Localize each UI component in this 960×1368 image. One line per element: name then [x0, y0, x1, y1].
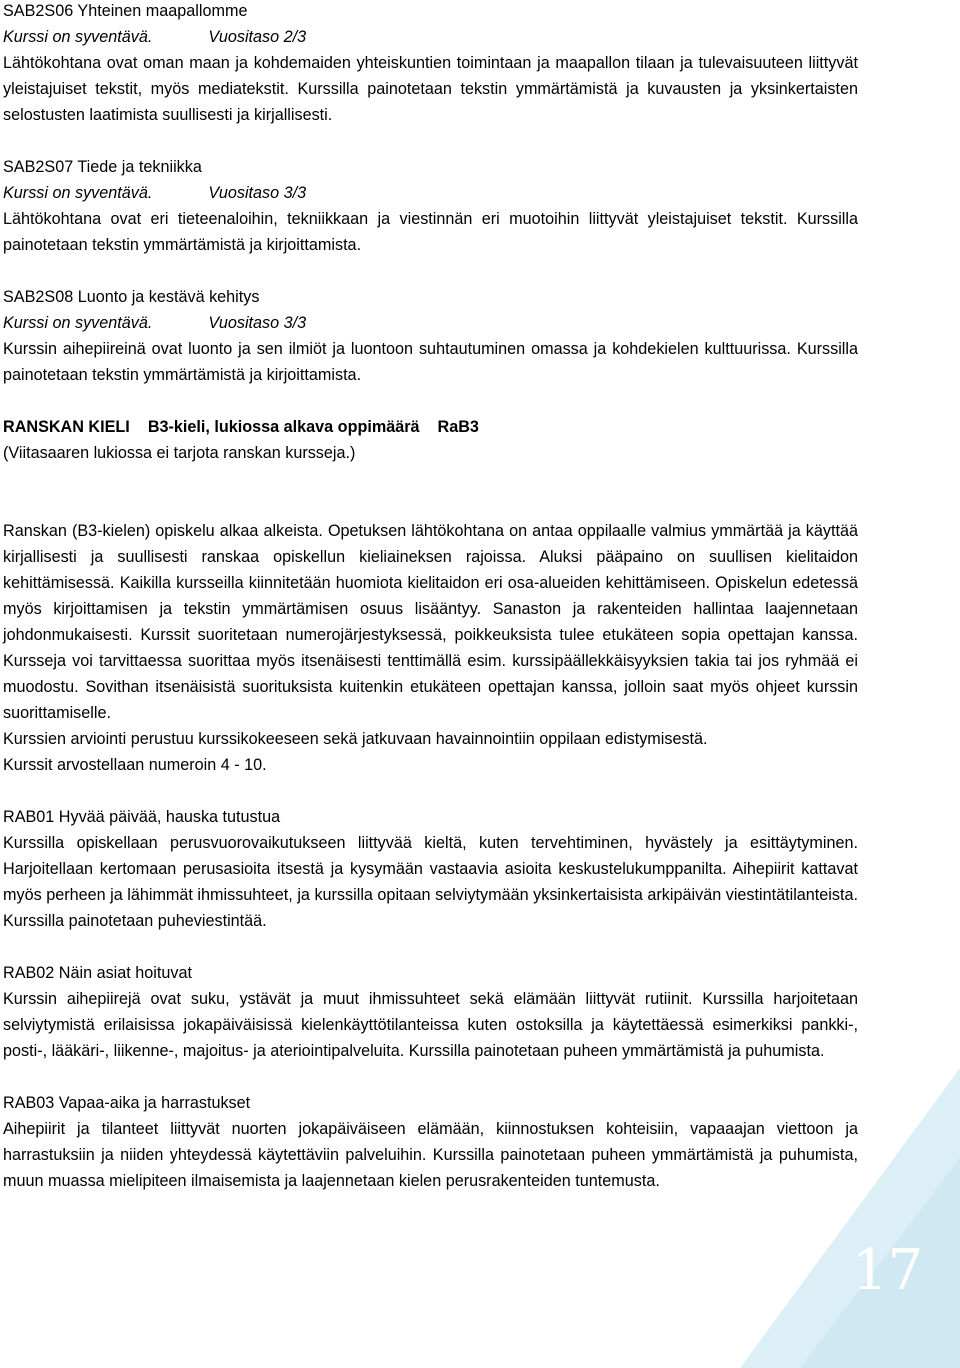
- course-description: Kurssin aihepiirejä ovat suku, ystävät ja muut ihmissuhteet sekä elämään liittyvät rutiinit. Kurssilla harjoitetaan selviytymistä erilaisissa jokapäiväisissä kielenkäyttötilanteissa kuten ostoksilla ja käytettäessä esimerkiksi pankki-, posti-, lääkäri-, liikenne-, majoitus- ja ateriointipalveluita. Kurssilla painotetaan puheen ymmärtämistä ja puhumista.: [3, 990, 858, 1060]
- section-course: [3, 1090, 858, 1194]
- block-spacer: [3, 258, 858, 284]
- course-level: Kurssi on syventävä.: [3, 28, 153, 46]
- course-description: Kurssin aihepiireinä ovat luonto ja sen ilmiöt ja luontoon suhtautuminen omassa ja kohdekielen kulttuurissa. Kurssilla painotetaan tekstin ymmärtämistä ja kirjoittamista.: [3, 340, 858, 384]
- section-course: [3, 960, 858, 1064]
- language-heading: [3, 414, 858, 440]
- section-heading: [3, 414, 858, 466]
- intro-paragraph: Kurssit arvostellaan numeroin 4 - 10.: [3, 756, 267, 774]
- course-level: Kurssi on syventävä.: [3, 314, 153, 332]
- course-title: SAB2S06 Yhteinen maapallomme: [3, 2, 248, 20]
- course-title: RAB03 Vapaa-aika ja harrastukset: [3, 1094, 251, 1112]
- heading-note: (Viitasaaren lukiossa ei tarjota ranskan kursseja.): [3, 444, 356, 462]
- document-content: [3, 0, 858, 1194]
- course-title: SAB2S08 Luonto ja kestävä kehitys: [3, 288, 260, 306]
- block-spacer: [3, 492, 858, 518]
- section-paras: [3, 492, 858, 778]
- block-spacer: [3, 1064, 858, 1090]
- intro-paragraph: Ranskan (B3-kielen) opiskelu alkaa alkeista. Opetuksen lähtökohtana on antaa oppilaalle valmius ymmärtää ja käyttää kirjallisesti ja suullisesti ranskaa opiskellun kieliaineksen rajoissa. Aluksi pääpaino on suullisen kielitaidon kehittämisessä. Kaikilla kursseilla kiinnitetään huomiota kielitaidon eri osa-alueiden kehittämiseen. Opiskelun edetessä myös kirjoittamisen ja tekstin ymmärtämisen osuus lisääntyy. Sanaston ja rakenteiden hallintaa laajennetaan johdonmukaisesti. Kurssit suoritetaan numerojärjestyksessä, poikkeuksista tulee etukäteen sopia opettajan kanssa. Kursseja voi tarvittaessa suorittaa myös itsenäisesti tenttimällä esim. kurssipäällekkäisyyksien takia tai jos ryhmää ei muodostu. Sovithan itsenäisistä suorituksista kuitenkin etukäteen opettajan kanssa, jolloin saat myös ohjeet kurssin suorittamiselle.: [3, 522, 858, 722]
- section-course: [3, 804, 858, 934]
- course-description: Aihepiirit ja tilanteet liittyvät nuorten jokapäiväiseen elämään, kiinnostuksen kohteisiin, vapaaajan viettoon ja harrastuksiin ja niiden yhteydessä käytettäviin palveluihin. Kurssilla painotetaan puheen ymmärtämistä ja puhumista, muun muassa mielipiteen ilmaisemista ja laajennetaan kielen perusrakenteiden tuntemusta.: [3, 1120, 858, 1190]
- course-meta-line: [3, 24, 858, 50]
- heading-part: RANSKAN KIELI: [3, 418, 130, 436]
- page-number: 17: [852, 1238, 924, 1303]
- course-year-level: Vuositaso 2/3: [208, 28, 307, 46]
- course-title: RAB01 Hyvää päivää, hauska tutustua: [3, 808, 281, 826]
- course-year-level: Vuositaso 3/3: [208, 184, 307, 202]
- intro-paragraph: Kurssien arviointi perustuu kurssikokeeseen sekä jatkuvaan havainnointiin oppilaan edistymisestä.: [3, 730, 708, 748]
- section-course: [3, 154, 858, 258]
- heading-part: B3-kieli, lukiossa alkava oppimäärä: [147, 418, 420, 436]
- course-meta-line: [3, 180, 858, 206]
- block-spacer: [3, 934, 858, 960]
- block-spacer: [3, 128, 858, 154]
- course-description: Kurssilla opiskellaan perusvuorovaikutukseen liittyvää kieltä, kuten tervehtiminen, hyvästely ja esittäytyminen. Harjoitellaan kertomaan perusasioita itsestä ja kysymään vastaavia asioita keskustelukumppanilta. Aihepiirit kattavat myös perheen ja lähimmät ihmissuhteet, ja kurssilla opitaan selviytymään yksinkertaisista arkipäivän viestintätilanteista. Kurssilla painotetaan puheviestintää.: [3, 834, 858, 930]
- block-spacer: [3, 388, 858, 414]
- course-description: Lähtökohtana ovat oman maan ja kohdemaiden yhteiskuntien toimintaan ja maapallon tilaan ja tulevaisuuteen liittyvät yleistajuiset tekstit, myös mediatekstit. Kurssilla painotetaan tekstin ymmärtämistä ja kuvausten ja yksinkertaisten selostusten laatimista suullisesti ja kirjallisesti.: [3, 54, 858, 124]
- block-spacer: [3, 466, 858, 492]
- corner-decoration: [740, 1068, 960, 1368]
- course-title: SAB2S07 Tiede ja tekniikka: [3, 158, 202, 176]
- heading-part: RaB3: [437, 418, 479, 436]
- section-course: [3, 0, 858, 128]
- course-year-level: Vuositaso 3/3: [208, 314, 307, 332]
- course-meta-line: [3, 310, 858, 336]
- course-title: RAB02 Näin asiat hoituvat: [3, 964, 192, 982]
- section-course: [3, 284, 858, 388]
- course-description: Lähtökohtana ovat eri tieteenaloihin, tekniikkaan ja viestinnän eri muotoihin liittyvät yleistajuiset tekstit. Kurssilla painotetaan tekstin ymmärtämistä ja kirjoittamista.: [3, 210, 858, 254]
- block-spacer: [3, 778, 858, 804]
- course-level: Kurssi on syventävä.: [3, 184, 153, 202]
